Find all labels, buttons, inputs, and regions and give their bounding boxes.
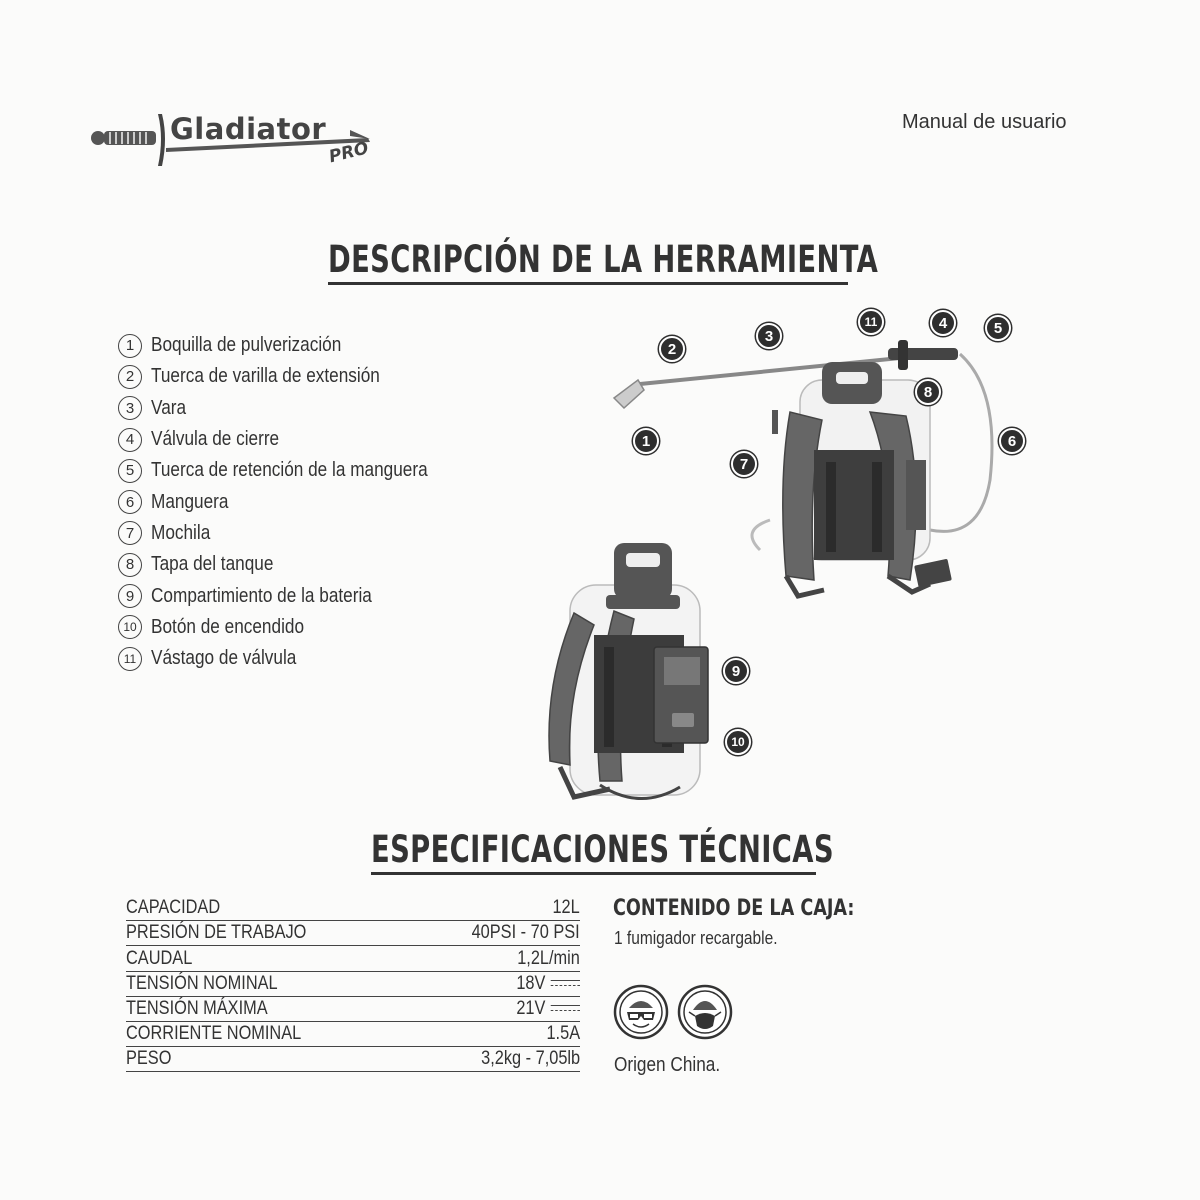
callout-4: 4 (930, 310, 956, 336)
table-row (126, 1047, 580, 1072)
dc-symbol-icon (551, 1004, 580, 1014)
part-number: 10 (118, 615, 142, 639)
box-contents-text: 1 fumigador recargable. (614, 928, 778, 948)
callout-10: 10 (725, 729, 751, 755)
list-item (118, 486, 538, 517)
table-row (126, 997, 580, 1022)
list-item (118, 330, 538, 361)
list-item (118, 612, 538, 643)
spec-value: 12L (552, 897, 580, 919)
manual-label: Manual de usuario (902, 111, 1067, 133)
part-number: 11 (118, 647, 142, 671)
list-item (118, 424, 538, 455)
part-label: Vara (151, 396, 187, 419)
box-contents-title: CONTENIDO DE LA CAJA: (613, 896, 855, 921)
table-row (126, 972, 580, 997)
callout-7: 7 (731, 451, 757, 477)
spec-name: PESO (126, 1048, 172, 1070)
specs-table (126, 896, 580, 1072)
part-label: Mochila (151, 521, 211, 544)
parts-list (118, 330, 538, 674)
part-label: Manguera (151, 490, 229, 513)
callout-5: 5 (985, 315, 1011, 341)
spec-name: TENSIÓN MÁXIMA (126, 997, 268, 1019)
part-label: Válvula de cierre (151, 428, 280, 451)
spec-value: 40PSI - 70 PSI (471, 922, 580, 944)
part-label: Tuerca de varilla de extensión (151, 365, 380, 388)
list-item (118, 643, 538, 674)
spec-value: 1.5A (546, 1023, 580, 1045)
list-item (118, 361, 538, 392)
table-row (126, 896, 580, 921)
list-item (118, 518, 538, 549)
part-number: 3 (118, 396, 142, 420)
dc-symbol-icon (551, 979, 580, 989)
part-number: 5 (118, 459, 142, 483)
callout-8: 8 (915, 379, 941, 405)
part-number: 1 (118, 334, 142, 358)
part-number: 8 (118, 553, 142, 577)
sprayer-back-illustration (530, 535, 730, 815)
table-row (126, 921, 580, 946)
list-item (118, 580, 538, 611)
spec-value: 1,2L/min (517, 947, 580, 969)
spec-value: 3,2kg - 7,05lb (480, 1048, 580, 1070)
safety-goggles-icon (613, 984, 669, 1040)
brand-name: Gladiator (170, 112, 327, 146)
part-label: Boquilla de pulverización (151, 334, 342, 357)
spec-name: CORRIENTE NOMINAL (126, 1023, 302, 1045)
specs-title: ESPECIFICACIONES TÉCNICAS (371, 828, 834, 871)
callout-3: 3 (756, 323, 782, 349)
callout-9: 9 (723, 658, 749, 684)
callout-1: 1 (633, 428, 659, 454)
specs-title-underline (371, 872, 816, 875)
dust-mask-icon (677, 984, 733, 1040)
description-title: DESCRIPCIÓN DE LA HERRAMIENTA (328, 238, 879, 281)
part-label: Tuerca de retención de la manguera (151, 459, 428, 482)
part-label: Tapa del tanque (151, 553, 274, 576)
table-row (126, 946, 580, 971)
part-number: 2 (118, 365, 142, 389)
spec-name: CAPACIDAD (126, 897, 221, 919)
spec-value: 21V (516, 997, 546, 1019)
spec-name: PRESIÓN DE TRABAJO (126, 922, 307, 944)
description-title-underline (328, 282, 848, 285)
callout-2: 2 (659, 336, 685, 362)
part-number: 6 (118, 490, 142, 514)
callout-11: 11 (858, 309, 884, 335)
spec-name: CAUDAL (126, 947, 193, 969)
list-item (118, 393, 538, 424)
part-number: 7 (118, 521, 142, 545)
list-item (118, 549, 538, 580)
list-item (118, 455, 538, 486)
brand-sub: PRO (327, 138, 371, 168)
spec-value: 18V (516, 972, 546, 994)
spec-name: TENSIÓN NOMINAL (126, 972, 278, 994)
part-number: 9 (118, 584, 142, 608)
part-label: Botón de encendido (151, 615, 305, 638)
origin-label: Origen China. (614, 1054, 721, 1076)
callout-6: 6 (999, 428, 1025, 454)
part-label: Compartimiento de la bateria (151, 584, 372, 607)
table-row (126, 1022, 580, 1047)
part-number: 4 (118, 428, 142, 452)
part-label: Vástago de válvula (151, 647, 297, 670)
